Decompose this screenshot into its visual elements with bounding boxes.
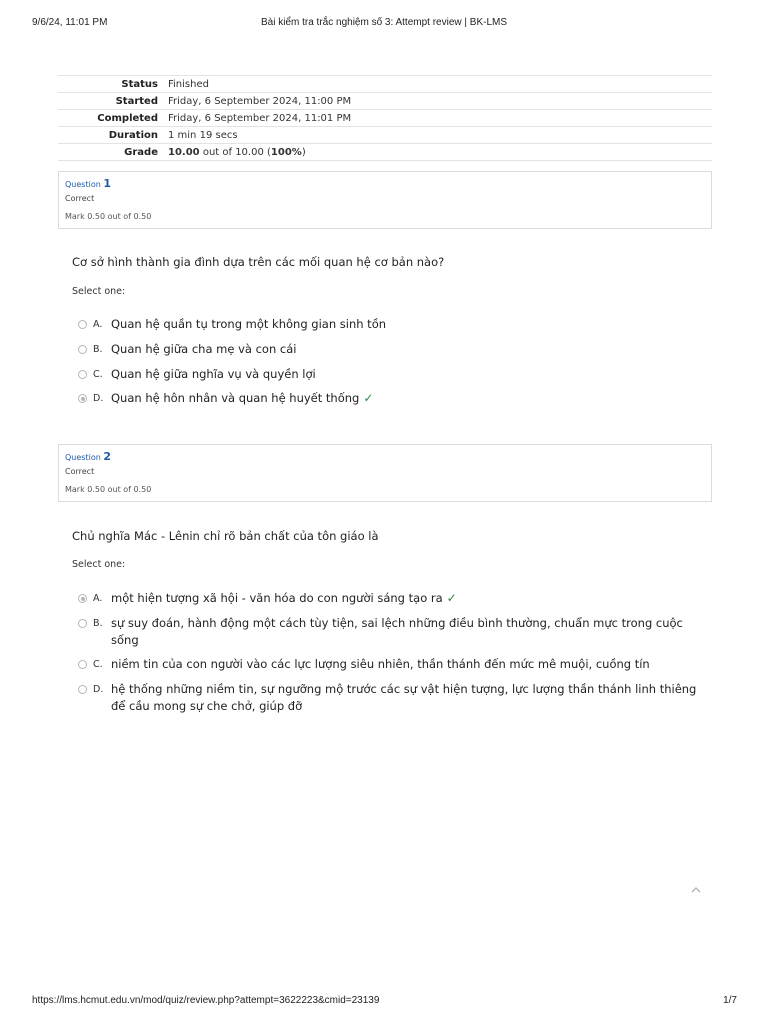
option-letter: B.: [93, 618, 103, 629]
summary-row-status: [58, 76, 712, 93]
option-text: một hiện tượng xã hội - văn hóa do con người sáng tạo ra: [111, 591, 443, 605]
option-text: Quan hệ giữa nghĩa vụ và quyền lợi: [111, 367, 316, 381]
check-icon: ✓: [363, 391, 374, 405]
question-number-value: 2: [103, 450, 111, 463]
option-letter: B.: [93, 344, 103, 355]
option-text: niềm tin của con người vào các lực lượng siêu nhiên, thần thánh đến mức mê muội, cuồng tín: [111, 657, 650, 671]
summary-label: Started: [58, 93, 168, 110]
grade-score: 10.00: [168, 146, 200, 158]
question-number: [65, 450, 111, 463]
summary-label: Grade: [58, 144, 168, 161]
option-letter: D.: [93, 684, 104, 695]
question-info-2: [58, 444, 712, 502]
summary-row-started: [58, 93, 712, 110]
radio-button[interactable]: [78, 685, 87, 694]
print-url: https://lms.hcmut.edu.vn/mod/quiz/review.php?attempt=3622223&cmid=23139: [32, 995, 380, 1006]
print-datetime: 9/6/24, 11:01 PM: [32, 17, 108, 28]
option-letter: C.: [93, 659, 103, 670]
option-text: Quan hệ quần tụ trong một không gian sinh tồn: [111, 317, 387, 331]
print-page-number: 1/7: [723, 995, 737, 1006]
select-one-prompt: Select one:: [72, 286, 126, 297]
print-footer: [0, 995, 768, 1009]
summary-value: [168, 144, 712, 161]
grade-close: ): [301, 146, 306, 158]
option-text: hệ thống những niềm tin, sự ngưỡng mộ trước các sự vật hiện tượng, lực lượng thần thánh linh thiêng để cầu mong sự che chở, giúp đỡ: [111, 682, 697, 713]
question-grade: Mark 0.50 out of 0.50: [65, 485, 152, 494]
question-grade: Mark 0.50 out of 0.50: [65, 212, 152, 221]
summary-label: Duration: [58, 127, 168, 144]
option-letter: A.: [93, 319, 103, 330]
summary-value: Finished: [168, 76, 712, 93]
summary-row-completed: [58, 110, 712, 127]
attempt-summary-table: [58, 75, 712, 161]
radio-button[interactable]: [78, 619, 87, 628]
grade-total: out of 10.00 (: [199, 146, 271, 158]
question-label: Question: [65, 453, 101, 462]
option-text: Quan hệ hôn nhân và quan hệ huyết thống: [111, 391, 360, 405]
option-text: Quan hệ giữa cha mẹ và con cái: [111, 342, 297, 356]
summary-label: Status: [58, 76, 168, 93]
radio-button-checked[interactable]: [78, 594, 87, 603]
summary-value: Friday, 6 September 2024, 11:01 PM: [168, 110, 712, 127]
chevron-up-icon-svg: [689, 883, 703, 897]
option-text: sự suy đoán, hành động một cách tùy tiện, sai lệch những điều bình thường, chuẩn mực trong cuộc sống: [111, 616, 683, 647]
question-state: Correct: [65, 194, 95, 203]
summary-value: 1 min 19 secs: [168, 127, 712, 144]
select-one-prompt: Select one:: [72, 559, 126, 570]
radio-button[interactable]: [78, 370, 87, 379]
option-letter: A.: [93, 593, 103, 604]
option-text-wrap: [111, 390, 711, 407]
radio-button[interactable]: [78, 660, 87, 669]
print-page-title: Bài kiểm tra trắc nghiệm số 3: Attempt review | BK-LMS: [260, 17, 508, 28]
radio-button[interactable]: [78, 320, 87, 329]
radio-button[interactable]: [78, 345, 87, 354]
grade-percent: 100%: [270, 146, 302, 158]
question-number-value: 1: [103, 177, 111, 190]
summary-label: Completed: [58, 110, 168, 127]
summary-value: Friday, 6 September 2024, 11:00 PM: [168, 93, 712, 110]
question-text: Cơ sở hình thành gia đình dựa trên các mối quan hệ cơ bản nào?: [72, 255, 445, 269]
option-text-wrap: [111, 590, 711, 607]
radio-button-checked[interactable]: [78, 394, 87, 403]
summary-row-duration: [58, 127, 712, 144]
option-letter: C.: [93, 369, 103, 380]
question-info-1: [58, 171, 712, 229]
print-header: [0, 17, 768, 31]
summary-row-grade: [58, 144, 712, 161]
option-letter: D.: [93, 393, 104, 404]
question-number: [65, 177, 111, 190]
check-icon: ✓: [446, 591, 457, 605]
question-label: Question: [65, 180, 101, 189]
question-state: Correct: [65, 467, 95, 476]
question-text: Chủ nghĩa Mác - Lênin chỉ rõ bản chất của tôn giáo là: [72, 529, 379, 543]
chevron-up-icon[interactable]: [689, 882, 703, 896]
